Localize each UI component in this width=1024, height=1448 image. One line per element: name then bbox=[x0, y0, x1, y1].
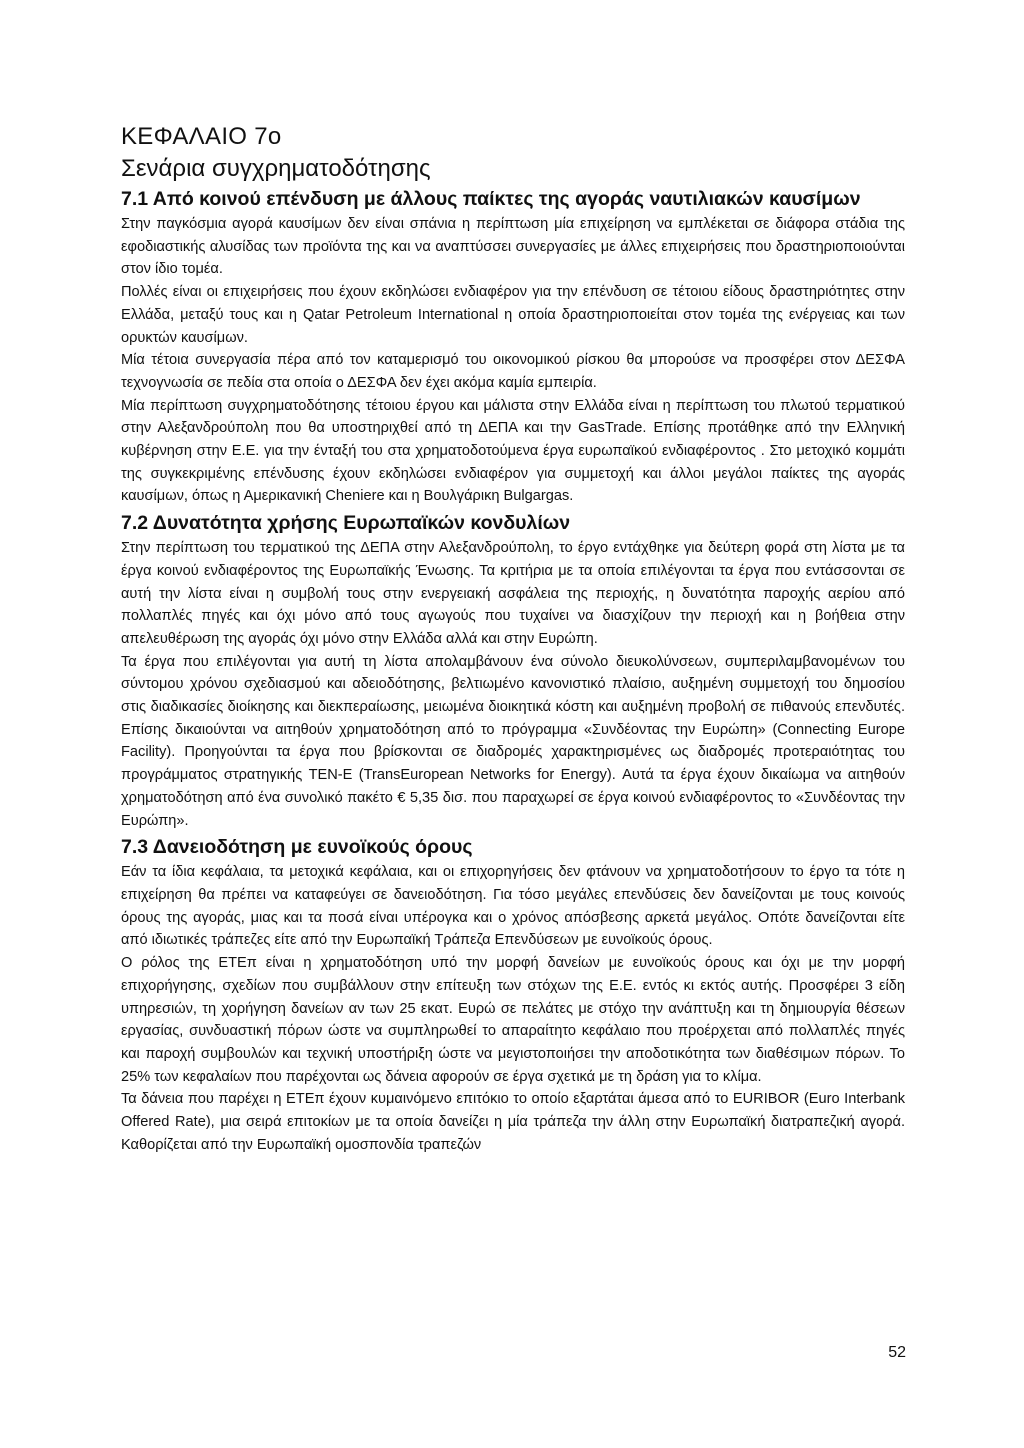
paragraph: Τα έργα που επιλέγονται για αυτή τη λίστα απολαμβάνουν ένα σύνολο διευκολύνσεων, συμπεριλαμβανομένων του σύντομου χρόνου σχεδιασμού και αδειοδότησης, βελτιωμένο κανονιστικό πλαίσιο, αυξημένη συμμετοχή του δημοσίου στις διαδικασίες διοίκησης και διεκπεραίωσης, μειωμένα διοικητικά κόστη και αυξημένη προβολή σε πιθανούς επενδυτές. Επίσης δικαιούνται να αιτηθούν χρηματοδότηση από το πρόγραμμα «Συνδέοντας την Ευρώπη» (Connecting Europe Facility). Προηγούνται τα έργα που βρίσκονται σε διαδρομές χαρακτηρισμένες ως διαδρομές προτεραιότητας του προγράμματος στρατηγικής TEN-E (TransEuropean Networks for Energy). Αυτά τα έργα έχουν δικαίωμα να αιτηθούν χρηματοδότηση από ένα συνολικό πακέτο € 5,35 δισ. που παραχωρεί σε έργα κοινού ενδιαφέροντος το «Συνδέοντας την Ευρώπη». bbox=[121, 653, 905, 829]
section-heading: 7.3 Δανειοδότηση με ευνοϊκούς όρους bbox=[121, 836, 473, 859]
document-page bbox=[121, 122, 905, 1156]
section-heading: 7.1 Από κοινού επένδυση με άλλους παίκτες της αγοράς ναυτιλιακών καυσίμων bbox=[121, 188, 861, 210]
section-heading: 7.2 Δυνατότητα χρήσης Ευρωπαϊκών κονδυλίων bbox=[121, 512, 571, 535]
section-7-3 bbox=[121, 834, 905, 1156]
section-7-1 bbox=[121, 186, 905, 508]
section-7-2 bbox=[121, 510, 905, 832]
paragraph: Μία περίπτωση συγχρηματοδότησης τέτοιου έργου και μάλιστα στην Ελλάδα είναι η περίπτωση του πλωτού τερματικού στην Αλεξανδρούπολη που θα υποστηριχθεί από τη ΔΕΠΑ και την GasTrade. Επίσης προτάθηκε από την Ελληνική κυβέρνηση στην Ε.Ε. για την ένταξή του στα χρηματοδοτούμενα έργα ευρωπαϊκού ενδιαφέροντος . Στο μετοχικό κομμάτι της συγκεκριμένης επένδυσης έχουν εκδηλώσει ενδιαφέρον για συμμετοχή και άλλοι μεγάλοι παίκτες της αγοράς καυσίμων, όπως η Αμερικανική Cheniere και η Βουλγάρικη Bulgargas. bbox=[121, 397, 905, 505]
paragraph: Τα δάνεια που παρέχει η ΕΤΕπ έχουν κυμαινόμενο επιτόκιο το οποίο εξαρτάται άμεσα από το EURIBOR (Euro Interbank Offered Rate), μια σειρά επιτοκίων με τα οποία δανείζει η μία τράπεζα την άλλη στην Ευρωπαϊκή διατραπεζική αγορά. Καθορίζεται από την Ευρωπαϊκή ομοσπονδία τραπεζών bbox=[121, 1091, 905, 1153]
chapter-label: ΚΕΦΑΛΑΙΟ 7ο bbox=[121, 123, 282, 150]
paragraph: Ο ρόλος της ΕΤΕπ είναι η χρηματοδότηση υπό την μορφή δανείων με ευνοϊκούς όρους και όχι με την μορφή επιχορήγησης, σχεδίων που συμβάλλουν στην επίτευξη των στόχων της Ε.Ε. εντός κι εκτός αυτής. Προσφέρει 3 είδη υπηρεσιών, τη χορήγηση δανείων αν των 25 εκατ. Ευρώ σε πελάτες με στόχο την ανάπτυξη και τη δημιουργία θέσεων εργασίας, συνδυαστική πόρων ώστε να συμπληρωθεί το απαραίτητο κεφάλαιο που προέρχεται από πολλαπλές πηγές και παροχή συμβουλών και τεχνική υποστήριξη ώστε να μεγιστοποιήσει την αποδοτικότητα των διαθέσιμων πόρων. Το 25% των κεφαλαίων που παρέχονται ως δάνεια αφορούν σε έργα σχετικά με τη δράση για το κλίμα. bbox=[121, 955, 905, 1085]
paragraph: Πολλές είναι οι επιχειρήσεις που έχουν εκδηλώσει ενδιαφέρον για την επένδυση σε τέτοιου είδους δραστηριότητες στην Ελλάδα, μεταξύ τους και η Qatar Petroleum International η οποία δραστηριοποιείται στον τομέα της ενέργειας και των ορυκτών καυσίμων. bbox=[121, 284, 905, 346]
paragraph: Μία τέτοια συνεργασία πέρα από τον καταμερισμό του οικονομικού ρίσκου θα μπορούσε να προσφέρει στον ΔΕΣΦΑ τεχνογνωσία σε πεδία στα οποία ο ΔΕΣΦΑ δεν έχει ακόμα καμία εμπειρία. bbox=[121, 352, 905, 391]
paragraph: Στην περίπτωση του τερματικού της ΔΕΠΑ στην Αλεξανδρούπολη, το έργο εντάχθηκε για δεύτερη φορά στη λίστα με τα έργα κοινού ενδιαφέροντος της Ευρωπαϊκής Ένωσης. Τα κριτήρια με τα οποία επιλέγονται τα έργα που εντάσσονται σε αυτή την λίστα είναι η συμβολή τους στην ενεργειακή ασφάλεια της περιοχής, η δυνατότητα παροχής αερίου από πολλαπλές πηγές και όχι μόνο από τους αγωγούς που τυχαίνει να διασχίζουν την περιοχή και η βοήθεια στην απελευθέρωση της αγοράς όχι μόνο στην Ελλάδα αλλά και στην Ευρώπη. bbox=[121, 540, 905, 647]
paragraph: Στην παγκόσμια αγορά καυσίμων δεν είναι σπάνια η περίπτωση μία επιχείρηση να εμπλέκεται σε διάφορα στάδια της εφοδιαστικής αλυσίδας των προϊόντα της και να αναπτύσσει συνεργασίες με άλλες επιχειρήσεις που δραστηριοποιούνται στον ίδιο τομέα. bbox=[121, 216, 905, 278]
page-number: 52 bbox=[888, 1344, 906, 1361]
paragraph: Εάν τα ίδια κεφάλαια, τα μετοχικά κεφάλαια, και οι επιχορηγήσεις δεν φτάνουν να χρηματοδοτήσουν το έργο τα τότε η επιχείρηση θα πρέπει να καταφεύγει σε δανειοδότηση. Για τόσο μεγάλες επενδύσεις δεν δανείζονται με τους κοινούς όρους της αγοράς, μιας και τα ποσά είναι υπέρογκα και ο χρόνος απόσβεσης αρκετά μεγάλος. Οπότε δανείζονται είτε από ιδιωτικές τράπεζες είτε από την Ευρωπαϊκή Τράπεζα Επενδύσεων με ευνοϊκούς όρους. bbox=[121, 864, 905, 949]
chapter-title: Σενάρια συγχρηματοδότησης bbox=[121, 155, 431, 182]
